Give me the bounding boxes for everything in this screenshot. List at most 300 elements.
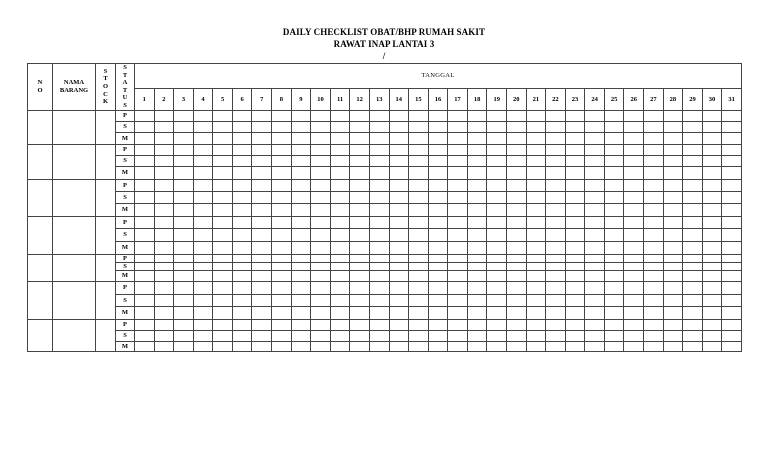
cell-day-4[interactable] <box>193 166 213 179</box>
cell-day-9[interactable] <box>291 262 311 270</box>
cell-day-10[interactable] <box>311 144 331 155</box>
cell-day-1[interactable] <box>135 319 155 330</box>
cell-day-15[interactable] <box>409 254 429 262</box>
cell-day-9[interactable] <box>291 203 311 216</box>
cell-day-9[interactable] <box>291 254 311 262</box>
cell-day-3[interactable] <box>174 203 194 216</box>
cell-day-22[interactable] <box>546 341 566 351</box>
cell-day-12[interactable] <box>350 191 370 203</box>
cell-day-4[interactable] <box>193 179 213 191</box>
cell-day-7[interactable] <box>252 121 272 132</box>
cell-day-28[interactable] <box>663 228 683 241</box>
cell-day-5[interactable] <box>213 144 233 155</box>
cell-day-15[interactable] <box>409 191 429 203</box>
cell-stock[interactable] <box>96 216 116 254</box>
cell-day-22[interactable] <box>546 166 566 179</box>
cell-day-27[interactable] <box>644 270 664 281</box>
cell-day-18[interactable] <box>467 341 487 351</box>
cell-day-13[interactable] <box>369 166 389 179</box>
cell-day-23[interactable] <box>565 294 585 306</box>
cell-day-2[interactable] <box>154 306 174 319</box>
cell-day-1[interactable] <box>135 254 155 262</box>
cell-day-14[interactable] <box>389 121 409 132</box>
cell-day-3[interactable] <box>174 270 194 281</box>
cell-day-23[interactable] <box>565 341 585 351</box>
cell-day-21[interactable] <box>526 281 546 294</box>
cell-day-27[interactable] <box>644 254 664 262</box>
cell-day-23[interactable] <box>565 144 585 155</box>
cell-day-20[interactable] <box>506 262 526 270</box>
cell-day-29[interactable] <box>683 166 703 179</box>
cell-day-8[interactable] <box>272 144 292 155</box>
cell-day-26[interactable] <box>624 241 644 254</box>
cell-day-4[interactable] <box>193 262 213 270</box>
cell-day-1[interactable] <box>135 144 155 155</box>
cell-day-14[interactable] <box>389 144 409 155</box>
cell-day-8[interactable] <box>272 254 292 262</box>
cell-day-21[interactable] <box>526 228 546 241</box>
cell-day-25[interactable] <box>604 179 624 191</box>
cell-day-28[interactable] <box>663 294 683 306</box>
cell-day-14[interactable] <box>389 110 409 121</box>
cell-day-22[interactable] <box>546 254 566 262</box>
cell-day-9[interactable] <box>291 241 311 254</box>
cell-day-21[interactable] <box>526 121 546 132</box>
cell-day-8[interactable] <box>272 191 292 203</box>
cell-day-3[interactable] <box>174 254 194 262</box>
cell-day-9[interactable] <box>291 330 311 341</box>
cell-day-1[interactable] <box>135 270 155 281</box>
cell-day-9[interactable] <box>291 319 311 330</box>
cell-day-26[interactable] <box>624 155 644 166</box>
cell-stock[interactable] <box>96 179 116 216</box>
cell-day-12[interactable] <box>350 341 370 351</box>
cell-day-17[interactable] <box>448 306 468 319</box>
cell-day-5[interactable] <box>213 319 233 330</box>
cell-day-17[interactable] <box>448 179 468 191</box>
cell-day-2[interactable] <box>154 262 174 270</box>
cell-day-6[interactable] <box>232 110 252 121</box>
cell-day-30[interactable] <box>702 179 722 191</box>
cell-day-18[interactable] <box>467 241 487 254</box>
cell-day-20[interactable] <box>506 110 526 121</box>
cell-day-6[interactable] <box>232 121 252 132</box>
cell-day-23[interactable] <box>565 228 585 241</box>
cell-day-29[interactable] <box>683 341 703 351</box>
cell-no[interactable] <box>28 216 53 254</box>
cell-day-31[interactable] <box>722 306 742 319</box>
cell-day-25[interactable] <box>604 254 624 262</box>
cell-day-21[interactable] <box>526 270 546 281</box>
cell-day-16[interactable] <box>428 262 448 270</box>
cell-day-19[interactable] <box>487 319 507 330</box>
cell-day-30[interactable] <box>702 191 722 203</box>
cell-day-17[interactable] <box>448 166 468 179</box>
cell-day-8[interactable] <box>272 330 292 341</box>
cell-day-27[interactable] <box>644 228 664 241</box>
cell-day-31[interactable] <box>722 203 742 216</box>
cell-day-10[interactable] <box>311 132 331 144</box>
cell-day-7[interactable] <box>252 306 272 319</box>
cell-day-29[interactable] <box>683 228 703 241</box>
cell-day-3[interactable] <box>174 179 194 191</box>
cell-day-10[interactable] <box>311 294 331 306</box>
cell-day-21[interactable] <box>526 319 546 330</box>
cell-day-2[interactable] <box>154 132 174 144</box>
cell-day-13[interactable] <box>369 262 389 270</box>
cell-day-25[interactable] <box>604 228 624 241</box>
cell-day-19[interactable] <box>487 191 507 203</box>
cell-day-9[interactable] <box>291 294 311 306</box>
cell-day-6[interactable] <box>232 166 252 179</box>
cell-day-4[interactable] <box>193 254 213 262</box>
cell-day-28[interactable] <box>663 270 683 281</box>
cell-day-10[interactable] <box>311 254 331 262</box>
cell-day-31[interactable] <box>722 319 742 330</box>
cell-day-11[interactable] <box>330 155 350 166</box>
cell-day-8[interactable] <box>272 294 292 306</box>
cell-day-25[interactable] <box>604 330 624 341</box>
cell-day-1[interactable] <box>135 132 155 144</box>
cell-day-25[interactable] <box>604 306 624 319</box>
cell-day-8[interactable] <box>272 281 292 294</box>
cell-day-8[interactable] <box>272 166 292 179</box>
cell-day-13[interactable] <box>369 281 389 294</box>
cell-day-5[interactable] <box>213 306 233 319</box>
cell-day-13[interactable] <box>369 216 389 228</box>
cell-day-14[interactable] <box>389 228 409 241</box>
cell-stock[interactable] <box>96 254 116 281</box>
cell-day-8[interactable] <box>272 216 292 228</box>
cell-day-8[interactable] <box>272 319 292 330</box>
cell-day-28[interactable] <box>663 241 683 254</box>
cell-day-12[interactable] <box>350 306 370 319</box>
cell-day-24[interactable] <box>585 121 605 132</box>
cell-day-30[interactable] <box>702 294 722 306</box>
cell-day-15[interactable] <box>409 294 429 306</box>
cell-day-4[interactable] <box>193 228 213 241</box>
cell-day-16[interactable] <box>428 294 448 306</box>
cell-day-12[interactable] <box>350 179 370 191</box>
cell-day-13[interactable] <box>369 179 389 191</box>
cell-day-21[interactable] <box>526 110 546 121</box>
cell-day-5[interactable] <box>213 281 233 294</box>
cell-day-24[interactable] <box>585 203 605 216</box>
cell-day-2[interactable] <box>154 110 174 121</box>
cell-day-11[interactable] <box>330 144 350 155</box>
cell-day-15[interactable] <box>409 262 429 270</box>
cell-day-18[interactable] <box>467 270 487 281</box>
cell-day-21[interactable] <box>526 262 546 270</box>
cell-day-7[interactable] <box>252 254 272 262</box>
cell-day-11[interactable] <box>330 166 350 179</box>
cell-day-24[interactable] <box>585 144 605 155</box>
cell-day-6[interactable] <box>232 228 252 241</box>
cell-day-9[interactable] <box>291 110 311 121</box>
cell-day-30[interactable] <box>702 281 722 294</box>
cell-day-18[interactable] <box>467 155 487 166</box>
cell-day-14[interactable] <box>389 330 409 341</box>
cell-day-18[interactable] <box>467 330 487 341</box>
cell-day-31[interactable] <box>722 166 742 179</box>
cell-day-15[interactable] <box>409 216 429 228</box>
cell-day-25[interactable] <box>604 203 624 216</box>
cell-day-16[interactable] <box>428 155 448 166</box>
cell-day-27[interactable] <box>644 216 664 228</box>
cell-day-7[interactable] <box>252 191 272 203</box>
cell-day-31[interactable] <box>722 191 742 203</box>
cell-stock[interactable] <box>96 281 116 319</box>
cell-day-3[interactable] <box>174 228 194 241</box>
cell-day-14[interactable] <box>389 166 409 179</box>
cell-day-19[interactable] <box>487 330 507 341</box>
cell-day-31[interactable] <box>722 110 742 121</box>
cell-day-22[interactable] <box>546 144 566 155</box>
cell-day-10[interactable] <box>311 191 331 203</box>
cell-day-11[interactable] <box>330 179 350 191</box>
cell-day-31[interactable] <box>722 216 742 228</box>
cell-day-18[interactable] <box>467 203 487 216</box>
cell-day-17[interactable] <box>448 144 468 155</box>
cell-day-1[interactable] <box>135 228 155 241</box>
cell-day-13[interactable] <box>369 341 389 351</box>
cell-day-13[interactable] <box>369 191 389 203</box>
cell-day-31[interactable] <box>722 262 742 270</box>
cell-day-28[interactable] <box>663 203 683 216</box>
cell-day-9[interactable] <box>291 281 311 294</box>
cell-day-31[interactable] <box>722 341 742 351</box>
cell-day-30[interactable] <box>702 319 722 330</box>
cell-day-29[interactable] <box>683 270 703 281</box>
cell-day-17[interactable] <box>448 281 468 294</box>
cell-day-16[interactable] <box>428 341 448 351</box>
cell-day-1[interactable] <box>135 166 155 179</box>
cell-day-30[interactable] <box>702 155 722 166</box>
cell-day-27[interactable] <box>644 330 664 341</box>
cell-day-13[interactable] <box>369 270 389 281</box>
cell-day-7[interactable] <box>252 241 272 254</box>
cell-day-23[interactable] <box>565 241 585 254</box>
cell-day-16[interactable] <box>428 203 448 216</box>
cell-day-20[interactable] <box>506 179 526 191</box>
cell-day-26[interactable] <box>624 254 644 262</box>
cell-day-3[interactable] <box>174 281 194 294</box>
cell-day-29[interactable] <box>683 121 703 132</box>
cell-day-19[interactable] <box>487 228 507 241</box>
cell-day-25[interactable] <box>604 132 624 144</box>
cell-day-11[interactable] <box>330 330 350 341</box>
cell-day-7[interactable] <box>252 166 272 179</box>
cell-day-18[interactable] <box>467 144 487 155</box>
cell-day-14[interactable] <box>389 191 409 203</box>
cell-day-7[interactable] <box>252 262 272 270</box>
cell-day-17[interactable] <box>448 216 468 228</box>
cell-day-31[interactable] <box>722 144 742 155</box>
cell-day-18[interactable] <box>467 254 487 262</box>
cell-day-4[interactable] <box>193 155 213 166</box>
cell-day-26[interactable] <box>624 110 644 121</box>
cell-day-16[interactable] <box>428 228 448 241</box>
cell-day-4[interactable] <box>193 144 213 155</box>
cell-day-5[interactable] <box>213 203 233 216</box>
cell-day-25[interactable] <box>604 319 624 330</box>
cell-day-25[interactable] <box>604 144 624 155</box>
cell-day-5[interactable] <box>213 294 233 306</box>
cell-day-3[interactable] <box>174 241 194 254</box>
cell-day-27[interactable] <box>644 155 664 166</box>
cell-day-17[interactable] <box>448 155 468 166</box>
cell-day-28[interactable] <box>663 216 683 228</box>
cell-day-1[interactable] <box>135 203 155 216</box>
cell-day-27[interactable] <box>644 281 664 294</box>
cell-day-21[interactable] <box>526 191 546 203</box>
cell-day-1[interactable] <box>135 330 155 341</box>
cell-day-1[interactable] <box>135 121 155 132</box>
cell-day-8[interactable] <box>272 262 292 270</box>
cell-day-29[interactable] <box>683 155 703 166</box>
cell-day-16[interactable] <box>428 281 448 294</box>
cell-day-11[interactable] <box>330 203 350 216</box>
cell-day-2[interactable] <box>154 166 174 179</box>
cell-day-6[interactable] <box>232 262 252 270</box>
cell-day-20[interactable] <box>506 270 526 281</box>
cell-nama-barang[interactable] <box>53 281 96 319</box>
cell-day-5[interactable] <box>213 262 233 270</box>
cell-day-4[interactable] <box>193 121 213 132</box>
cell-day-12[interactable] <box>350 216 370 228</box>
cell-day-23[interactable] <box>565 270 585 281</box>
cell-day-14[interactable] <box>389 216 409 228</box>
cell-day-7[interactable] <box>252 330 272 341</box>
cell-day-4[interactable] <box>193 110 213 121</box>
cell-day-4[interactable] <box>193 330 213 341</box>
cell-day-13[interactable] <box>369 228 389 241</box>
cell-day-28[interactable] <box>663 281 683 294</box>
cell-day-5[interactable] <box>213 216 233 228</box>
cell-day-4[interactable] <box>193 216 213 228</box>
cell-day-2[interactable] <box>154 281 174 294</box>
cell-day-12[interactable] <box>350 110 370 121</box>
cell-day-11[interactable] <box>330 228 350 241</box>
cell-day-3[interactable] <box>174 341 194 351</box>
cell-day-19[interactable] <box>487 144 507 155</box>
cell-day-10[interactable] <box>311 228 331 241</box>
cell-day-6[interactable] <box>232 330 252 341</box>
cell-day-9[interactable] <box>291 306 311 319</box>
cell-day-2[interactable] <box>154 144 174 155</box>
cell-day-2[interactable] <box>154 254 174 262</box>
cell-day-5[interactable] <box>213 166 233 179</box>
cell-day-29[interactable] <box>683 241 703 254</box>
cell-day-6[interactable] <box>232 270 252 281</box>
cell-day-8[interactable] <box>272 341 292 351</box>
cell-day-12[interactable] <box>350 281 370 294</box>
cell-day-13[interactable] <box>369 121 389 132</box>
cell-day-8[interactable] <box>272 132 292 144</box>
cell-day-5[interactable] <box>213 270 233 281</box>
cell-day-22[interactable] <box>546 203 566 216</box>
cell-day-25[interactable] <box>604 262 624 270</box>
cell-day-14[interactable] <box>389 179 409 191</box>
cell-stock[interactable] <box>96 144 116 179</box>
cell-day-15[interactable] <box>409 306 429 319</box>
cell-day-10[interactable] <box>311 281 331 294</box>
cell-day-6[interactable] <box>232 191 252 203</box>
cell-day-19[interactable] <box>487 270 507 281</box>
cell-day-24[interactable] <box>585 306 605 319</box>
cell-day-19[interactable] <box>487 254 507 262</box>
cell-day-8[interactable] <box>272 203 292 216</box>
cell-day-14[interactable] <box>389 132 409 144</box>
cell-day-12[interactable] <box>350 121 370 132</box>
cell-day-23[interactable] <box>565 262 585 270</box>
cell-day-18[interactable] <box>467 319 487 330</box>
cell-day-9[interactable] <box>291 270 311 281</box>
cell-day-10[interactable] <box>311 121 331 132</box>
cell-day-24[interactable] <box>585 110 605 121</box>
cell-nama-barang[interactable] <box>53 216 96 254</box>
cell-day-24[interactable] <box>585 270 605 281</box>
cell-day-7[interactable] <box>252 341 272 351</box>
cell-day-20[interactable] <box>506 121 526 132</box>
cell-day-23[interactable] <box>565 155 585 166</box>
cell-day-19[interactable] <box>487 306 507 319</box>
cell-day-19[interactable] <box>487 216 507 228</box>
cell-day-27[interactable] <box>644 262 664 270</box>
cell-day-8[interactable] <box>272 270 292 281</box>
cell-day-8[interactable] <box>272 155 292 166</box>
cell-day-28[interactable] <box>663 330 683 341</box>
cell-day-24[interactable] <box>585 228 605 241</box>
cell-day-31[interactable] <box>722 294 742 306</box>
cell-day-5[interactable] <box>213 132 233 144</box>
cell-day-27[interactable] <box>644 191 664 203</box>
cell-day-1[interactable] <box>135 241 155 254</box>
cell-day-1[interactable] <box>135 294 155 306</box>
cell-day-28[interactable] <box>663 155 683 166</box>
cell-day-3[interactable] <box>174 132 194 144</box>
cell-day-6[interactable] <box>232 144 252 155</box>
cell-day-20[interactable] <box>506 294 526 306</box>
cell-day-21[interactable] <box>526 155 546 166</box>
cell-day-6[interactable] <box>232 306 252 319</box>
cell-day-16[interactable] <box>428 241 448 254</box>
cell-day-30[interactable] <box>702 132 722 144</box>
cell-day-7[interactable] <box>252 270 272 281</box>
cell-day-31[interactable] <box>722 121 742 132</box>
cell-day-12[interactable] <box>350 319 370 330</box>
cell-day-30[interactable] <box>702 262 722 270</box>
cell-day-27[interactable] <box>644 294 664 306</box>
cell-day-13[interactable] <box>369 241 389 254</box>
cell-day-5[interactable] <box>213 110 233 121</box>
cell-day-10[interactable] <box>311 110 331 121</box>
cell-day-30[interactable] <box>702 216 722 228</box>
cell-day-24[interactable] <box>585 166 605 179</box>
cell-day-9[interactable] <box>291 179 311 191</box>
cell-day-17[interactable] <box>448 191 468 203</box>
cell-day-31[interactable] <box>722 179 742 191</box>
cell-day-26[interactable] <box>624 262 644 270</box>
cell-day-12[interactable] <box>350 144 370 155</box>
cell-day-10[interactable] <box>311 166 331 179</box>
cell-day-15[interactable] <box>409 241 429 254</box>
cell-day-16[interactable] <box>428 144 448 155</box>
cell-day-8[interactable] <box>272 306 292 319</box>
cell-day-15[interactable] <box>409 319 429 330</box>
cell-day-27[interactable] <box>644 166 664 179</box>
cell-day-30[interactable] <box>702 144 722 155</box>
